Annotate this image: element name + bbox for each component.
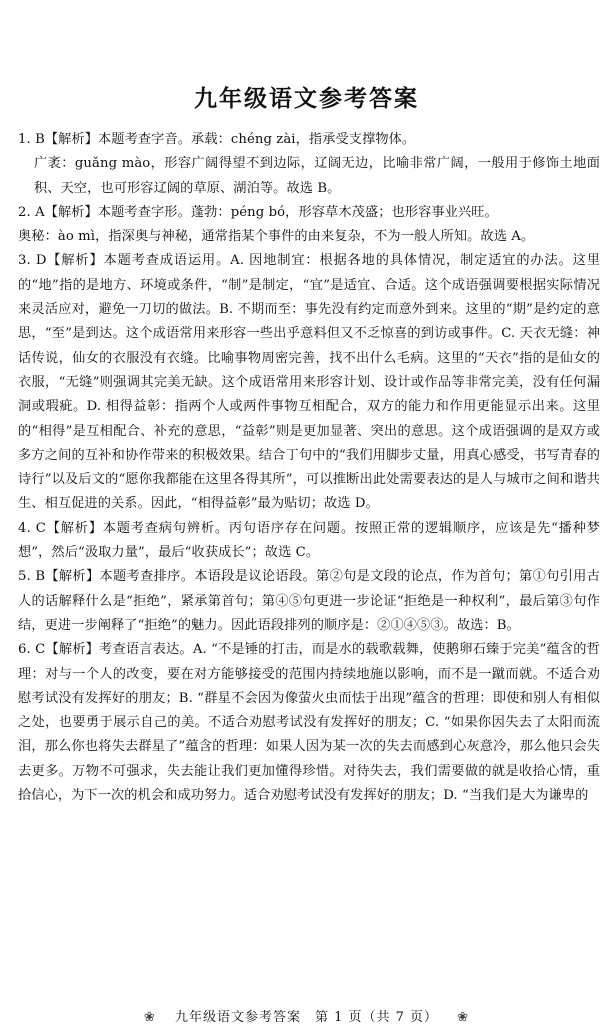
flower-ornament-icon: ❀	[143, 1010, 156, 1025]
answer-item-4	[18, 517, 600, 566]
answer-1-line-1: 1. B【解析】本题考查字音。承载：chéng zài，指承受支撑物体。	[18, 132, 416, 147]
answer-list	[18, 128, 600, 808]
answer-item-1	[18, 128, 600, 201]
answer-2-line-1: 2. A【解析】本题考查字形。蓬勃：péng bó，形容草木茂盛；也形容事业兴旺。	[18, 204, 498, 220]
answer-1-line-2: 广袤：guǎng mào，形容广阔得望不到边际，辽阔无边，比喻非常广阔，一般用于修饰土地面积、天空，也可形容辽阔的草原、湖泊等。故选 B。	[34, 156, 600, 196]
answer-item-2	[18, 201, 600, 250]
answer-6-text: 6. C【解析】考查语言表达。A. “不是锤的打击，而是水的载歌载舞，使鹅卵石臻于完美”蕴含的哲理：对与一个人的改变，要在对方能够接受的范围内持续地施以影响，而不是一蹴而就。不适合劝慰考试没有发挥好的朋友；B. “群星不会因为像萤火虫而怯于出现”蕴含的哲理：即使和别人有相似之处，也要勇于展示自己的美。不适合劝慰考试没有发挥好的朋友；C. “如果你因失去了太阳而流泪，那么你也将失去群星了”蕴含的哲理：如果人因为某一次的失去而感到心灰意冷，那么他只会失去更多。万物不可强求，失去能让我们更加懂得珍惜。对待失去，我们需要做的就是收拾心情，重拾信心，为下一次的机会和成功努力。适合劝慰考试没有发挥好的朋友；D. “当我们是大为谦卑的	[18, 642, 600, 804]
answer-item-3	[18, 249, 600, 516]
answer-3-text: 3. D【解析】本题考查成语运用。A. 因地制宜：根据各地的具体情况，制定适宜的办法。这里的“地”指的是地方、环境或条件，“制”是制定，“宜”是适宜、合适。这个成语强调要根据实际情况来灵活应对，避免一刀切的做法。B. 不期而至：事先没有约定而意外到来。这里的“期”是约定的意思，“至”是到达。这个成语常用来形容一些出乎意料但又不乏惊喜的到访或事件。C. 天衣无缝：神话传说，仙女的衣服没有衣缝。比喻事物周密完善，找不出什么毛病。这里的“天衣”指的是仙女的衣服，“无缝”则强调其完美无缺。这个成语常用来形容计划、设计或作品等非常完美，没有任何漏洞或瑕疵。D. 相得益彰：指两个人或两件事物互相配合，双方的能力和作用更能显示出来。这里的“相得”是互相配合、补充的意思，“益彰”则是更加显著、突出的意思。这个成语强调的是双方或多方之间的互补和协作带来的积极效果。结合丁句中的“我们用脚步丈量，用真心感受，书写青春的诗行”以及后文的“愿你我都能在这里各得其所”，可以推断出此处需要表达的是人与城市之间和谐共生、相互促进的关系。因此，“相得益彰”最为贴切；故选 D。	[18, 253, 600, 512]
flower-ornament-icon: ❀	[457, 1010, 470, 1025]
answer-4-text: 4. C【解析】本题考查病句辨析。丙句语序存在问题。按照正常的逻辑顺序，应该是先“播种梦想”，然后“汲取力量”，最后“收获成长”；故选 C。	[18, 520, 600, 561]
answer-item-5	[18, 565, 600, 638]
page-title: 九年级语文参考答案	[194, 86, 419, 112]
footer-text: 九年级语文参考答案 第 1 页（共 7 页）	[174, 1010, 439, 1025]
page-footer	[0, 1006, 613, 1025]
answer-item-6	[18, 638, 600, 808]
answer-2-line-2: 奥秘：ào mì，指深奥与神秘，通常指某个事件的由来复杂，不为一般人所知。故选 A。	[18, 229, 535, 245]
answer-5-text: 5. B【解析】本题考查排序。本语段是议论语段。第②句是文段的论点，作为首句；第①句引用古人的话解释什么是“拒绝”，紧承第首句；第④⑤句更进一步论证“拒绝是一种权利”，最后第③句作结，更进一步阐释了“拒绝”的魅力。因此语段排列的顺序是：②①④⑤③。故选：B。	[18, 569, 600, 633]
